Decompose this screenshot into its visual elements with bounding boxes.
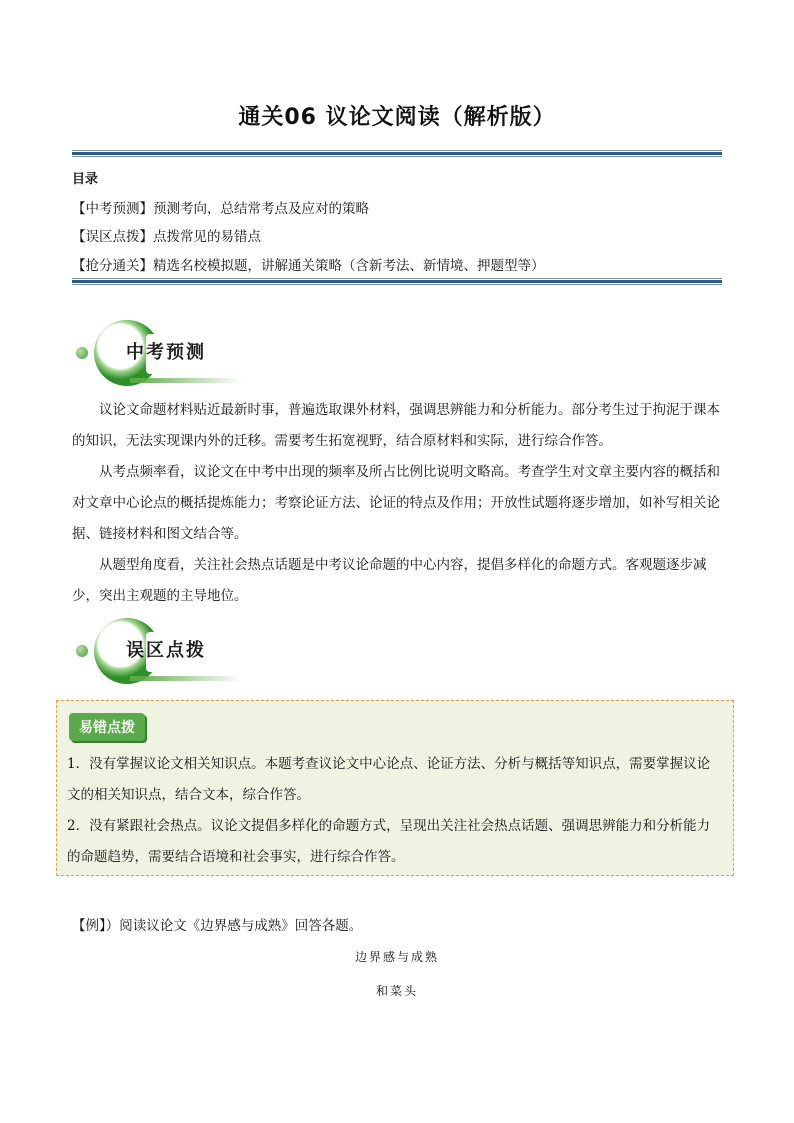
article-author: 和菜头 — [375, 984, 418, 998]
section-badge-pitfalls — [74, 618, 254, 698]
tip-tag: 易错点拨 — [69, 713, 145, 741]
paragraph: 从考点频率看，议论文在中考中出现的频率及所占比例比说明文略高。考查学生对文章主要内容的概括和对文章中心论点的概括提炼能力；考察论证方法、论证的特点及作用；开放性试题将逐步增加，如补写相关论据、链接材料和图文结合等。 — [72, 464, 720, 542]
section-badge-forecast — [74, 320, 254, 400]
tip-item: 2．没有紧跟社会热点。议论文提倡多样化的命题方式，呈现出关注社会热点话题、强调思辨能力和分析能力的命题趋势，需要结合语境和社会事实，进行综合作答。 — [67, 818, 711, 865]
tip-item: 1．没有掌握议论文相关知识点。本题考查议论文中心论点、论证方法、分析与概括等知识点，需要掌握议论文的相关知识点，结合文本，综合作答。 — [67, 756, 711, 803]
toc-heading: 目录 — [72, 172, 99, 187]
bullet-dot-icon — [76, 645, 88, 657]
toc-item-pitfalls: 【误区点拨】点拨常见的易错点 — [72, 229, 261, 245]
header-rule-bottom — [72, 278, 722, 285]
section-heading: 中考预测 — [126, 342, 206, 363]
page-title: 通关06 议论文阅读（解析版） — [238, 105, 556, 130]
table-of-contents — [72, 166, 545, 280]
section-underline — [130, 378, 242, 383]
section-underline — [130, 676, 242, 681]
toc-item-practice: 【抢分通关】精选名校模拟题，讲解通关策略（含新考法、新情境、押题型等） — [72, 257, 545, 274]
toc-item-forecast: 【中考预测】预测考向，总结常考点及应对的策略 — [72, 200, 369, 217]
example-prompt: 【例】）阅读议论文《边界感与成熟》回答各题。 — [72, 918, 363, 934]
article-title: 边界感与成熟 — [354, 950, 439, 964]
header-rule-top — [72, 150, 722, 157]
tip-box — [56, 700, 734, 876]
paragraph: 议论文命题材料贴近最新时事，普遍选取课外材料，强调思辨能力和分析能力。部分考生过于拘泥于课本的知识，无法实现课内外的迁移。需要考生拓宽视野，结合原材料和实际，进行综合作答。 — [72, 402, 720, 449]
paragraph: 从题型角度看，关注社会热点话题是中考议论命题的中心内容，提倡多样化的命题方式。客观题逐步减少，突出主观题的主导地位。 — [72, 557, 707, 604]
section-heading: 误区点拨 — [126, 640, 206, 661]
bullet-dot-icon — [76, 347, 88, 359]
